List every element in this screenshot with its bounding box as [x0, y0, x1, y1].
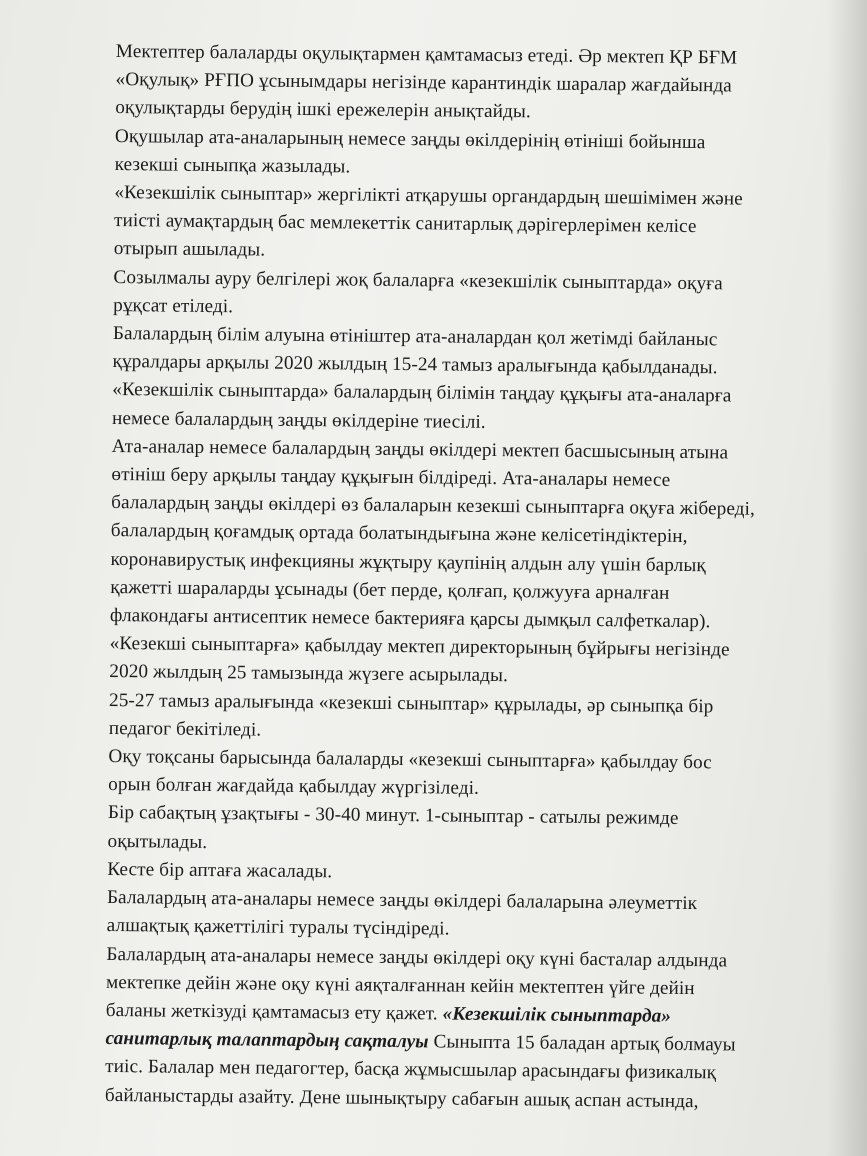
text-line: Бір сабақтың ұзақтығы - 30-40 минут. 1-сыныптар - сатылы режимде	[107, 802, 679, 830]
text-line: Мектептер балаларды оқулықтармен қамтамасыз етеді. Әр мектеп ҚР БҒМ	[115, 40, 738, 69]
text-run: баланы жеткізуді қамтамасыз ету қажет.	[105, 999, 443, 1025]
text-line: алшақтық қажеттілігі туралы түсіндіреді.	[106, 915, 450, 940]
text-line: оқытылады.	[107, 830, 208, 853]
text-line: балалардың қоғамдық ортада болатындығына және келісетіндіктерін,	[110, 520, 688, 548]
text-line: қажетті шараларды ұсынады (бет перде, қолғап, қолжууға арналған	[110, 576, 670, 604]
text-line: Оқушылар ата-аналарының немесе заңды өкілдерінің өтініші бойынша	[114, 125, 706, 153]
text-line: оқулықтарды берудің ішкі ережелерін анықтайды.	[115, 97, 531, 123]
text-line: 2020 жылдың 25 тамызында жүзеге асырылады.	[109, 661, 509, 687]
text-line: Созылмалы ауру белгілері жоқ балаларға «кезекшілік сыныптарда» оқуға	[113, 266, 723, 294]
text-line: рұқсат етіледі.	[113, 294, 234, 318]
text-line: балалардың заңды өкілдері өз балаларын кезекші сыныптарға оқуға жібереді,	[111, 492, 756, 520]
text-line: мектепке дейін және оқу күні аяқталғаннан кейін мектептен үйге дейін	[106, 971, 695, 999]
text-line: тиісті аумақтардың бас мемлекеттік санитарлық дәрігерлерімен келісе	[113, 210, 697, 238]
text-line: немесе балалардың заңды өкілдеріне тиесілі.	[111, 407, 486, 433]
emphasis-heading: «Кезекшілік сыныптарда»	[442, 1003, 672, 1027]
text-line: Балалардың ата-аналары немесе заңды өкілдері балаларына әлеуметтік	[106, 887, 698, 915]
emphasis-heading: санитарлық талаптардың сақталуы	[105, 1028, 429, 1053]
page-edge-shadow	[827, 0, 867, 1156]
text-line: Ата-аналар немесе балалардың заңды өкілдері мектеп басшысының атына	[111, 435, 729, 464]
text-line: «Кезекшілік сыныптар» жергілікті атқарушы органдардың шешімімен және	[114, 182, 743, 210]
text-line: Балалардың ата-аналары немесе заңды өкілдері оқу күні басталар алдында	[106, 943, 728, 971]
text-line: отырып ашылады.	[113, 238, 266, 261]
text-line: 25-27 тамыз аралығында «кезекші сыныптар» құрылады, әр сыныпқа бір	[108, 689, 714, 717]
text-line: Оқу тоқсаны барысында балаларды «кезекші сыныптарға» қабылдау бос	[108, 746, 712, 774]
text-line: тиіс. Балалар мен педагогтер, басқа жұмысшылар арасындағы физикалық	[105, 1056, 717, 1084]
text-line: өтініш беру арқылы таңдау құқығын білдіреді. Ата-аналары немесе	[111, 464, 671, 491]
text-line: «Кезекшілік сыныптарда» балалардың білімін таңдау құқығы ата-аналарға	[112, 379, 732, 407]
text-line: кезекші сыныпқа жазылады.	[114, 153, 351, 178]
text-line: құралдары арқылы 2020 жылдың 15-24 тамыз аралығында қабылданады.	[112, 351, 718, 379]
text-run: Сыныпта 15 баладан артық болмауы	[428, 1031, 736, 1056]
text-line: «Кезекші сыныптарға» қабылдау мектеп директорының бұйрығы негізінде	[109, 633, 730, 661]
text-line: орын болған жағдайда қабылдау жүргізіледі.	[108, 774, 480, 800]
text-line: байланыстарды азайту. Дене шынықтыру сабағын ашық аспан астында,	[104, 1084, 699, 1112]
text-line: флакондағы антисептик немесе бактерияға қарсы дымқыл салфеткалар).	[109, 605, 711, 633]
text-line: «Оқулық» РҒПО ұсынымдары негізінде карантиндік шаралар жағдайында	[115, 69, 732, 97]
text-line: Балалардың білім алуына өтініштер ата-аналардан қол жетімді байланыс	[112, 323, 718, 351]
text-line: коронавирустық инфекцияны жұқтыру қаупінің алдын алу үшін барлық	[110, 548, 706, 576]
text-line: Кесте бір аптаға жасалады.	[107, 858, 333, 883]
text-line: педагог бекітіледі.	[108, 717, 262, 741]
document-body	[105, 38, 806, 1117]
